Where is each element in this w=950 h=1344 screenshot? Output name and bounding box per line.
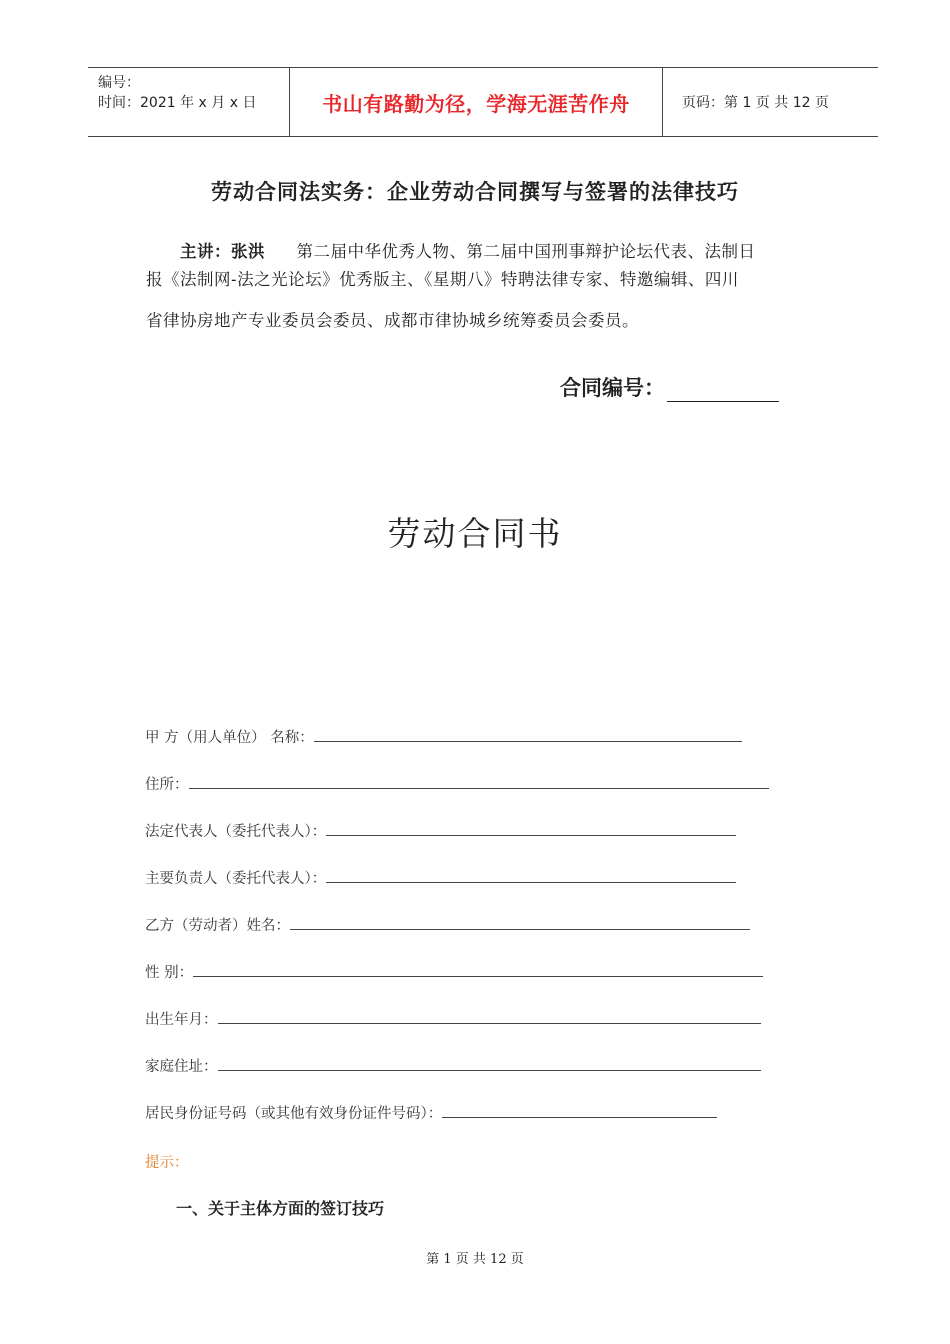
field-home-address [145,1055,761,1076]
header-page-info [672,68,878,136]
fill-line[interactable] [193,961,763,977]
field-label: 居民身份证号码（或其他有效身份证件号码）： [145,1106,443,1122]
intro-line-2: 报《法制网-法之光论坛》优秀版主、《星期八》特聘法律专家、特邀编辑、四川 [146,270,739,289]
field-principal [145,867,736,888]
field-label: 法定代表人（委托代表人）： [145,824,327,840]
field-label: 乙方（劳动者）姓名： [145,918,290,934]
document-title: 劳动合同书 [387,514,563,553]
page-footer: 第 1 页 共 12 页 [426,1252,524,1267]
field-label: 家庭住址： [145,1059,218,1075]
fill-line[interactable] [290,914,750,930]
fill-line[interactable] [314,726,742,742]
field-label: 甲 方（用人单位） 名称： [145,730,314,746]
fill-line[interactable] [442,1102,717,1118]
hint-label: 提示： [145,1155,189,1171]
section-heading: 一、关于主体方面的签订技巧 [176,1199,385,1218]
fill-line[interactable] [326,867,736,883]
field-legal-rep [145,820,736,841]
number-label: 编号： [98,75,140,91]
fill-line[interactable] [326,820,736,836]
intro-line-1: 第二届中华优秀人物、第二届中国刑事辩护论坛代表、法制日 [296,242,756,261]
field-birth-date [145,1008,761,1029]
page-header [88,67,878,137]
field-gender [145,961,763,982]
field-label: 住所： [145,777,189,793]
field-employer-name [145,726,742,747]
field-address [145,773,769,794]
page-info-text: 页码：第 1 页 共 12 页 [682,95,829,111]
field-label: 出生年月： [145,1012,218,1028]
field-employee-name [145,914,750,935]
field-label: 主要负责人（委托代表人）： [145,871,327,887]
time-label: 时间：2021 年 x 月 x 日 [98,95,257,111]
contract-number [560,372,779,402]
fill-line[interactable] [218,1055,761,1071]
speaker-label: 主讲：张洪 [180,242,265,261]
lecture-title: 劳动合同法实务：企业劳动合同撰写与签署的法律技巧 [211,179,739,204]
header-motto: 书山有路勤为径，学海无涯苦作舟 [289,68,663,136]
fill-line[interactable] [189,773,769,789]
field-label: 性 别： [145,965,194,981]
contract-number-label: 合同编号： [560,376,665,400]
contract-number-blank[interactable] [667,379,779,402]
field-id-number [145,1102,717,1123]
fill-line[interactable] [218,1008,761,1024]
header-meta [88,68,288,136]
intro-line-3: 省律协房地产专业委员会委员、成都市律协城乡统筹委员会委员。 [146,311,639,330]
